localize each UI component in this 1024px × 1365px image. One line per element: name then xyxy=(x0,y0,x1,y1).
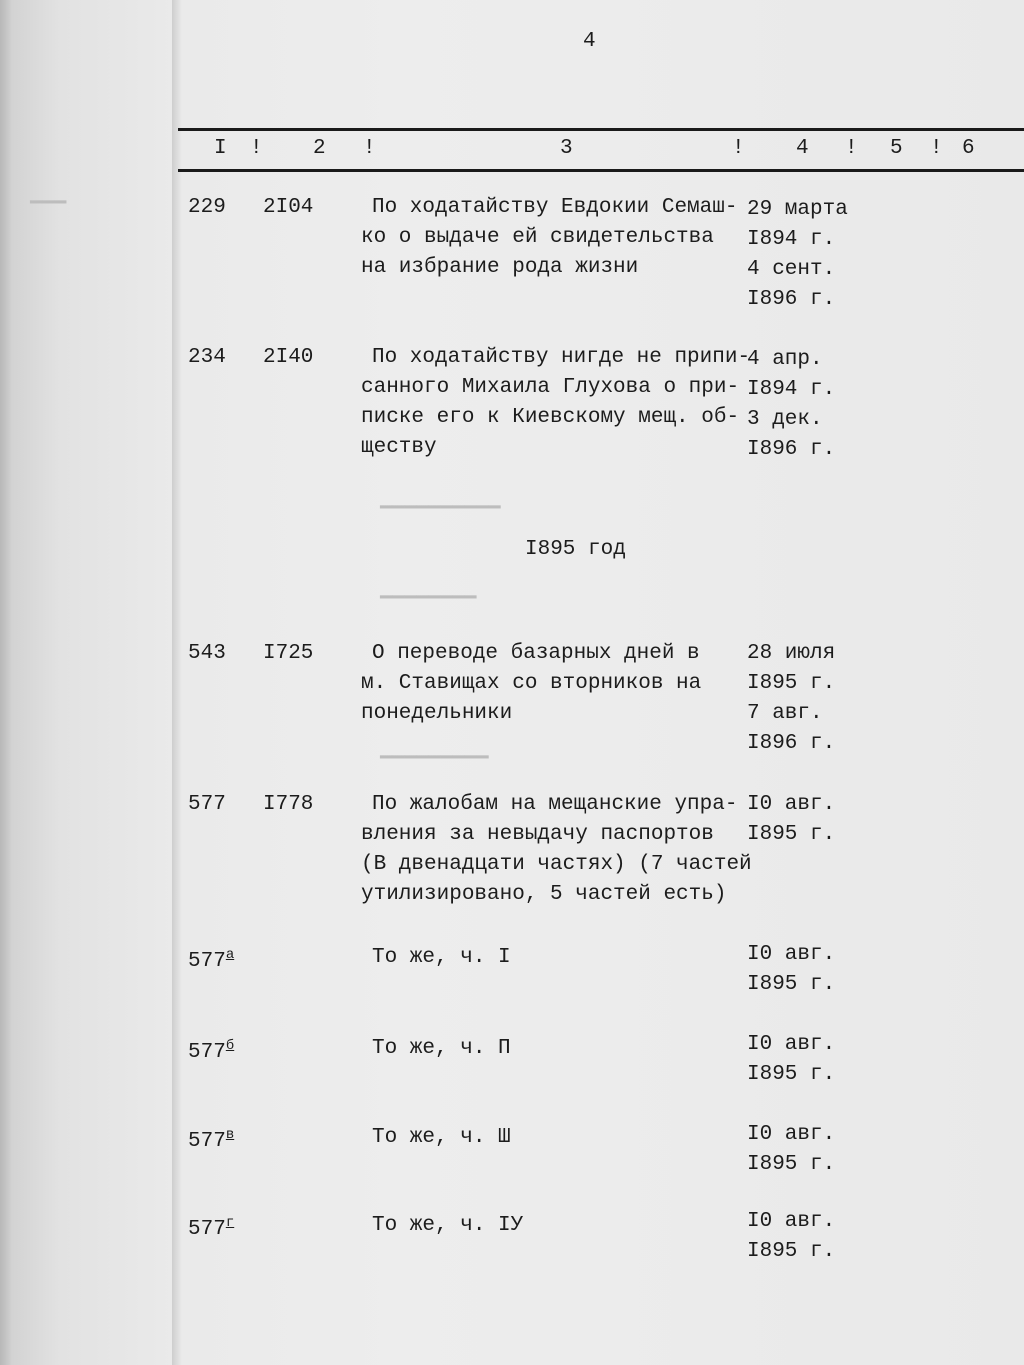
description-line: понедельники xyxy=(361,702,513,725)
date-line: I895 г. xyxy=(747,973,836,996)
date-line: I894 г. xyxy=(747,228,836,251)
date-line: 28 июля xyxy=(747,642,836,665)
item-number: 229 xyxy=(188,196,226,219)
column-header-cell: 2 xyxy=(313,137,326,160)
column-header-separator: ! xyxy=(732,137,745,160)
column-header-cell: 4 xyxy=(796,137,809,160)
description-line: писке его к Киевскому мещ. об- xyxy=(361,406,740,429)
description-line: ществу xyxy=(361,436,437,459)
description-line: ко о выдаче ей свидетельства xyxy=(361,226,714,249)
item-number: $577^а$ xyxy=(188,947,235,973)
date-line: I895 г. xyxy=(747,1153,836,1176)
date-line: I895 г. xyxy=(747,672,836,695)
description-line: м. Ставищах со вторников на xyxy=(361,672,702,695)
description-line: То же, ч. I xyxy=(372,946,511,969)
file-number: I725 xyxy=(263,642,314,665)
file-number: I778 xyxy=(263,793,314,816)
item-subletter: г xyxy=(225,1215,235,1231)
date-line: I896 г. xyxy=(747,438,836,461)
description-line: По ходатайству нигде не припи- xyxy=(372,346,751,369)
date-line: I895 г. xyxy=(747,823,836,846)
column-header-cell: 3 xyxy=(560,137,573,160)
column-header-separator: ! xyxy=(845,137,858,160)
item-subletter: а xyxy=(225,947,235,963)
bleed-mark: ▔▔▔ xyxy=(30,203,67,226)
item-number: 543 xyxy=(188,642,226,665)
description-line: О переводе базарных дней в xyxy=(372,642,700,665)
date-line: I0 авг. xyxy=(747,793,836,816)
bleed-mark: ▔▔▔▔▔▔▔▔▔▔ xyxy=(380,508,501,531)
column-header-cell: 6 xyxy=(962,137,975,160)
column-header-cell: I xyxy=(214,137,227,160)
date-line: I0 авг. xyxy=(747,1210,836,1233)
header-bottom-rule xyxy=(178,169,1024,172)
header-top-rule xyxy=(178,128,1024,131)
page-edge-shadow xyxy=(0,0,12,1365)
date-line: 4 сент. xyxy=(747,258,836,281)
date-line: I894 г. xyxy=(747,378,836,401)
column-header-separator: ! xyxy=(930,137,943,160)
item-number: $577^г$ xyxy=(188,1215,235,1241)
description-line: на избрание рода жизни xyxy=(361,256,639,279)
description-line: (В двенадцати частях) (7 частей xyxy=(361,853,752,876)
page-number: 4 xyxy=(583,30,596,53)
file-number: 2I40 xyxy=(263,346,314,369)
item-number: $577^б$ xyxy=(188,1038,235,1064)
item-number: 577 xyxy=(188,793,226,816)
date-line: I0 авг. xyxy=(747,1123,836,1146)
date-line: I896 г. xyxy=(747,288,836,311)
description-line: санного Михаила Глухова о при- xyxy=(361,376,740,399)
date-line: I0 авг. xyxy=(747,1033,836,1056)
date-line: 4 апр. xyxy=(747,348,823,371)
column-header-cell: 5 xyxy=(890,137,903,160)
description-line: То же, ч. П xyxy=(372,1037,511,1060)
page-fold-shadow xyxy=(172,0,182,1365)
description-line: По ходатайству Евдокии Семаш- xyxy=(372,196,738,219)
date-line: I895 г. xyxy=(747,1240,836,1263)
column-header-separator: ! xyxy=(363,137,376,160)
description-line: По жалобам на мещанские упра- xyxy=(372,793,738,816)
date-line: I895 г. xyxy=(747,1063,836,1086)
item-subletter: б xyxy=(225,1038,235,1054)
bleed-mark: ▔▔▔▔▔▔▔▔ xyxy=(380,598,477,621)
date-line: I0 авг. xyxy=(747,943,836,966)
date-line: 7 авг. xyxy=(747,702,823,725)
item-number: 234 xyxy=(188,346,226,369)
item-number: $577^в$ xyxy=(188,1127,235,1153)
column-header-separator: ! xyxy=(250,137,263,160)
bleed-mark: ▔▔▔▔▔▔▔▔▔ xyxy=(380,758,489,781)
description-line: утилизировано, 5 частей есть) xyxy=(361,883,727,906)
description-line: То же, ч. Ш xyxy=(372,1126,511,1149)
year-heading: I895 год xyxy=(525,538,626,561)
description-line: вления за невыдачу паспортов xyxy=(361,823,714,846)
item-subletter: в xyxy=(225,1127,235,1143)
date-line: 3 дек. xyxy=(747,408,823,431)
date-line: 29 марта xyxy=(747,198,848,221)
description-line: То же, ч. IУ xyxy=(372,1214,524,1237)
file-number: 2I04 xyxy=(263,196,314,219)
date-line: I896 г. xyxy=(747,732,836,755)
